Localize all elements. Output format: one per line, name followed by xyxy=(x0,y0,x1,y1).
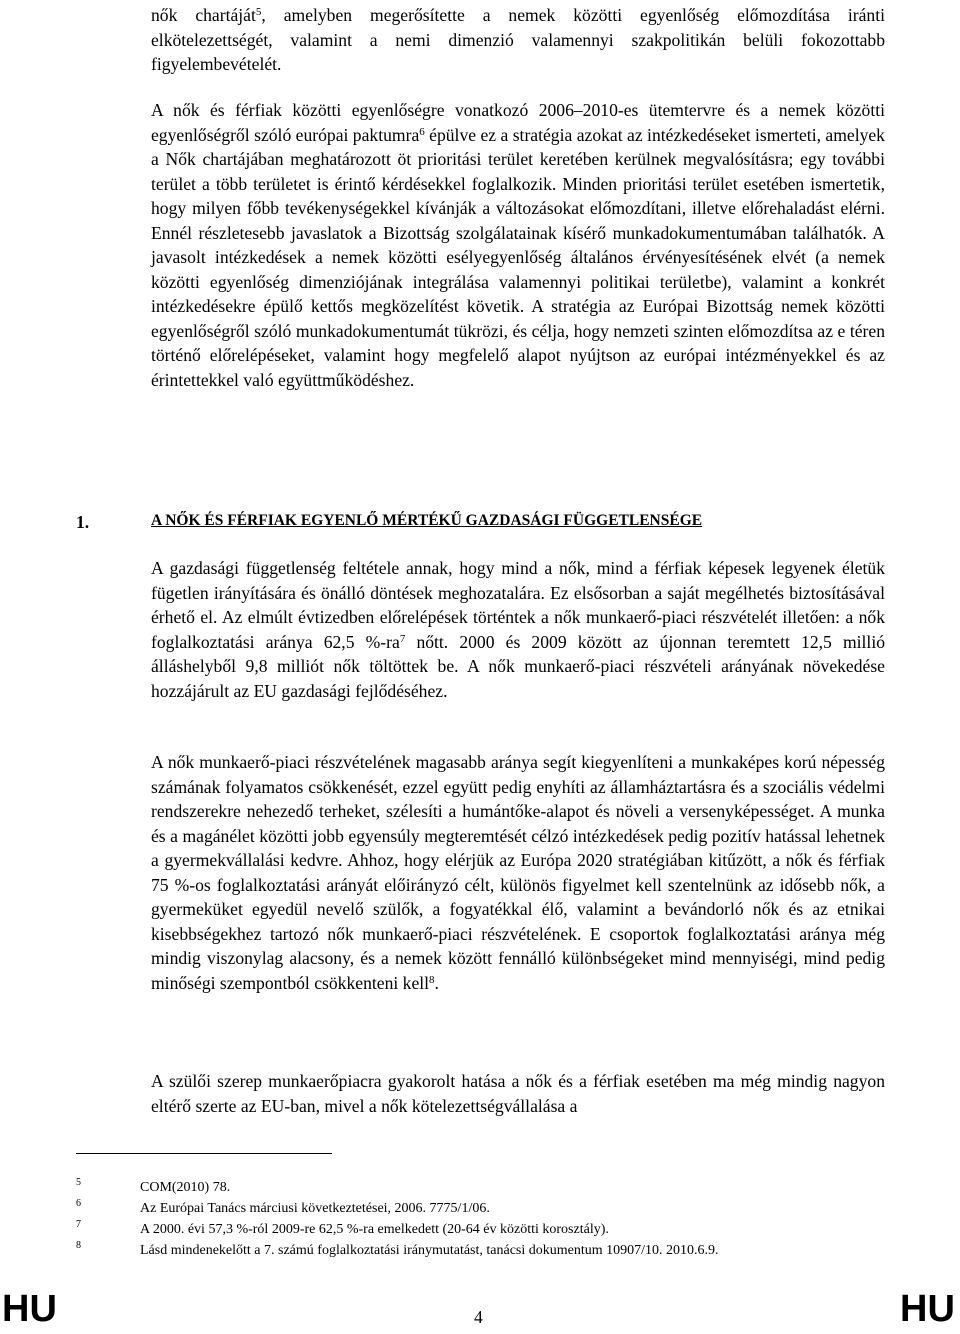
paragraph-2-text-cont: épülve ez a stratégia azokat az intézkedéseket ismerteti, amelyek a Nők chartájában meghatározott öt prioritási terület keretében kerülnek megvalósításra; egy további terület a több területet is érintő kérdésekkel foglalkozik. Minden prioritási terület esetében ismertetik, hogy milyen főbb tevékenységekkel kívánják a változásokat előmozdítani, illetve előrehaladást elérni. Ennél részletesebb javaslatok a Bizottság szolgálatainak kísérő munkadokumentumában találhatók. A javasolt intézkedések a nemek közötti esélyegyenlőség általános érvényesítésének elvét (a nemek közötti egyenlőség dimenziójának integrálása valamennyi politikai területbe), valamint a konkrét intézkedésekre épülő kettős megközelítést követik. A stratégia az Európai Bizottság nemek közötti egyenlőségről szóló munkadokumentumát tükrözi, és célja, hogy nemzeti szinten előmozdítsa az e téren történő előrelépéseket, valamint hogy megfelelő alapot nyújtson az európai intézményekkel és az érintettekkel való együttműködéshez. xyxy=(151,124,885,390)
footnote-ref-6: 6 xyxy=(419,125,425,138)
paragraph-2 xyxy=(151,98,885,392)
paragraph-1-text-cont: , amelyben megerősítette a nemek közötti egyenlőség előmozdítása iránti elkötelezettségét, valamint a nemi dimenzió valamennyi szakpolitikán belüli fokozottabb figyelembevételét. xyxy=(151,5,885,74)
page-number: 4 xyxy=(474,1307,483,1327)
paragraph-4-text-cont: . xyxy=(434,972,439,993)
paragraph-4 xyxy=(151,750,885,995)
paragraph-3-text-cont: nőtt. 2000 és 2009 között az újonnan teremtett 12,5 millió álláshelyből 9,8 milliót nők töltöttek be. A nők munkaerő-piaci részvételi arányának növekedése hozzájárult az EU gazdasági fejlődéséhez. xyxy=(151,631,886,701)
paragraph-1-text: nők chartáját xyxy=(151,5,256,25)
paragraph-3 xyxy=(151,556,885,703)
paragraph-5 xyxy=(151,1069,885,1118)
footnote-ref-5: 5 xyxy=(255,6,262,18)
footnote-number: 5 xyxy=(76,1177,81,1188)
footnote-separator xyxy=(76,1153,332,1154)
paragraph-2-text: A nők és férfiak közötti egyenlőségre vonatkozó 2006–2010-es ütemtervre és a nemek közötti egyenlőségről szóló európai paktumra xyxy=(151,100,885,145)
footnote-text: COM(2010) 78. xyxy=(140,1180,231,1195)
footnote-text: Az Európai Tanács márciusi következtetései, 2006. 7775/1/06. xyxy=(140,1201,490,1216)
footnote-ref-8: 8 xyxy=(429,973,435,986)
paragraph-3-text: A gazdasági függetlenség feltétele annak, hogy mind a nők, mind a férfiak képesek legyenek életük fügetlen irányítására és önálló döntések meghozatalára. Ez elsősorban a saját megélhetés biztosításával érhető el. Az elmúlt évtizedben előrelépések történtek a nők munkaerő-piaci részvételét illetően: a nők foglalkoztatási aránya 62,5 %-ra xyxy=(151,558,885,652)
footnote-number: 6 xyxy=(76,1198,81,1209)
language-code-left: HU xyxy=(2,1288,57,1330)
footnote-text: Lásd mindenekelőtt a 7. számú foglalkoztatási iránymutatást, tanácsi dokumentum 10907/10. 2010.6.9. xyxy=(140,1243,719,1258)
language-code-right: HU xyxy=(900,1288,955,1330)
section-number: 1. xyxy=(76,512,90,532)
paragraph-5-text: A szülői szerep munkaerőpiacra gyakorolt hatása a nők és a férfiak esetében ma még mindig nagyon eltérő szerte az EU-ban, mivel a nők kötelezettségvállalása a xyxy=(151,1071,885,1116)
footnote-ref-7: 7 xyxy=(399,632,406,645)
section-title: A NŐK ÉS FÉRFIAK EGYENLŐ MÉRTÉKŰ GAZDASÁGI FÜGGETLENSÉGE xyxy=(151,512,703,529)
footnote-text: A 2000. évi 57,3 %-ról 2009-re 62,5 %-ra emelkedett (20-64 év közötti korosztály). xyxy=(140,1222,609,1237)
footnote-number: 8 xyxy=(76,1240,81,1251)
paragraph-4-text: A nők munkaerő-piaci részvételének magasabb aránya segít kiegyenlíteni a munkaképes korú népesség számának folyamatos csökkenését, ezzel együtt pedig enyhíti az államháztartásra és a szociális védelmi rendszerekre nehezedő terheket, szélesíti a humántőke-alapot és növeli a versenyképességet. A munka és a magánélet közötti jobb egyensúly megteremtését célzó intézkedések pedig pozitív hatással lehetnek a gyermekvállalási kedvre. Ahhoz, hogy elérjük az Európa 2020 stratégiában kitűzött, a nők és férfiak 75 %-os foglalkoztatási arányát előirányzó célt, különös figyelmet kell szentelnünk az idősebb nők, a gyermeküket egyedül nevelő szülők, a fogyatékkal élő, valamint a bevándorló nők és az etnikai kisebbségekhez tartozó nők munkaerő-piaci részvételének. E csoportok foglalkoztatási aránya még mindig viszonylag alacsony, és a nemek között fennálló különbségeket mind mennyiségi, mind pedig minőségi szempontból csökkenteni kell xyxy=(151,752,885,993)
paragraph-1 xyxy=(151,3,885,77)
footnote-number: 7 xyxy=(76,1219,81,1230)
